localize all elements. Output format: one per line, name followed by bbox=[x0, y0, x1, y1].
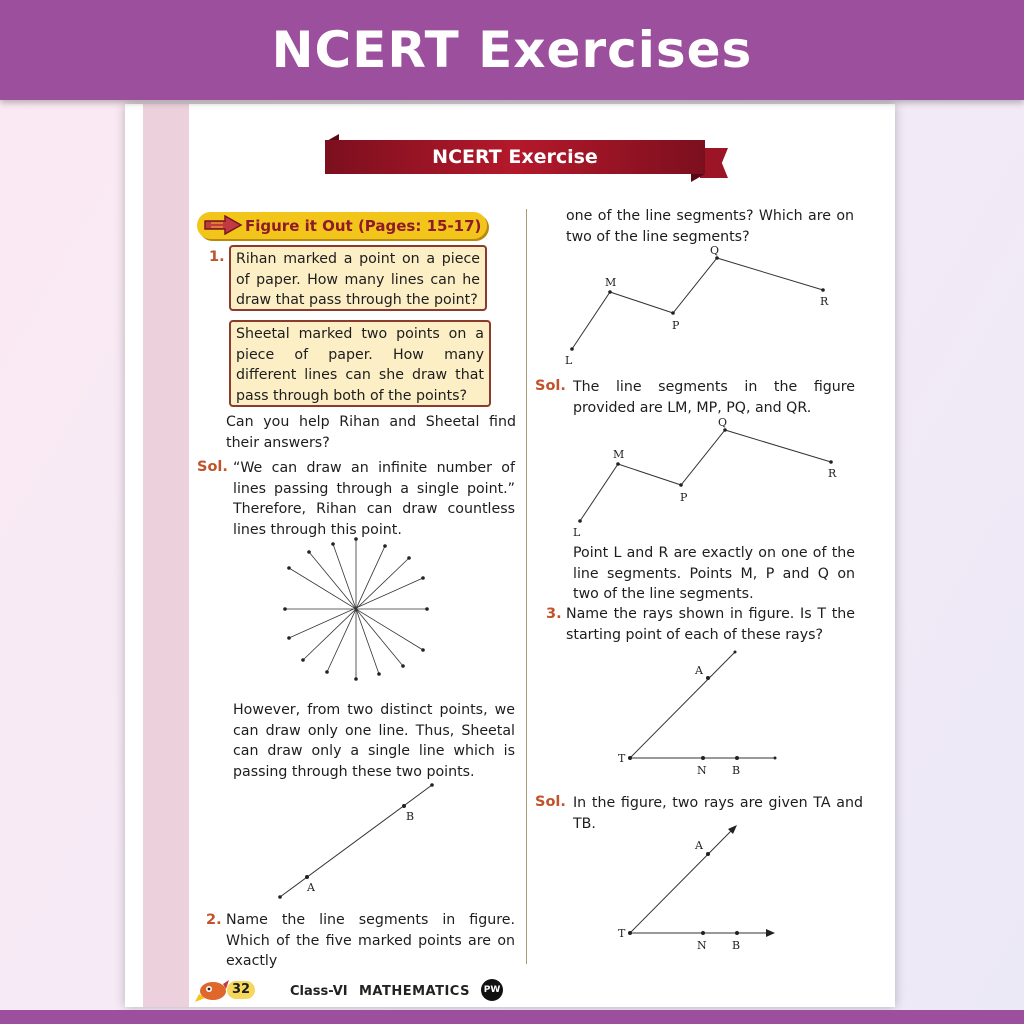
question-1b-text: Sheetal marked two points on a piece of paper. How many different lines can she draw that pass through both of the points? bbox=[236, 326, 484, 404]
label-a-rays-2: A bbox=[695, 839, 703, 852]
figure-it-out-pill bbox=[197, 212, 487, 239]
label-r-2: R bbox=[828, 467, 837, 480]
page-number: 32 bbox=[227, 981, 255, 999]
solution-1a-text: “We can draw an infinite number of lines passing through a single point.” Therefore, Rihan can draw countless lines through this point. bbox=[233, 460, 515, 538]
footer-class: Class-VI bbox=[290, 984, 348, 999]
rays-figure-solution bbox=[615, 819, 785, 954]
label-t: T bbox=[618, 752, 626, 765]
solution-1-label: Sol. bbox=[197, 459, 228, 475]
label-a: A bbox=[307, 881, 315, 894]
solution-2a-text: The line segments in the figure provided are LM, MP, PQ, and QR. bbox=[573, 379, 855, 416]
line-segments-figure bbox=[560, 244, 840, 369]
textbook-page bbox=[125, 104, 895, 1007]
footer-subject: MATHEMATICS bbox=[359, 984, 470, 999]
label-p-2: P bbox=[680, 491, 688, 504]
label-l: L bbox=[565, 354, 573, 367]
solution-2-label: Sol. bbox=[535, 378, 566, 394]
question-1-number: 1. bbox=[209, 249, 225, 265]
line-through-two-points-figure bbox=[275, 779, 445, 909]
section-ribbon bbox=[325, 140, 705, 174]
label-b: B bbox=[406, 810, 415, 823]
point-b bbox=[402, 804, 406, 808]
label-n: N bbox=[697, 764, 707, 777]
question-3-number: 3. bbox=[546, 606, 562, 622]
question-2-number: 2. bbox=[206, 912, 222, 928]
question-1b-box bbox=[229, 320, 491, 407]
rocket-mascot-icon bbox=[195, 976, 229, 1004]
label-a-rays: A bbox=[695, 664, 703, 677]
point-a bbox=[305, 875, 309, 879]
ray-tb-arrowhead bbox=[766, 929, 775, 937]
label-q: Q bbox=[710, 244, 720, 257]
line-segments-figure-solution bbox=[568, 416, 848, 541]
banner-title: NCERT Exercises bbox=[271, 21, 753, 79]
rays-figure bbox=[615, 644, 785, 779]
arrow-right-icon bbox=[203, 215, 243, 235]
question-1-prompt: Can you help Rihan and Sheetal find their answers? bbox=[226, 414, 516, 451]
page-footer bbox=[185, 976, 885, 1006]
label-m: M bbox=[605, 276, 617, 289]
bottom-bar bbox=[0, 1010, 1024, 1024]
label-r: R bbox=[820, 295, 829, 308]
page-margin-strip bbox=[143, 104, 189, 1007]
question-1a-box bbox=[229, 245, 487, 311]
label-q-2: Q bbox=[718, 416, 728, 429]
lines-through-point-figure bbox=[275, 534, 435, 684]
solution-2b-text: Point L and R are exactly on one of the line segments. Points M, P and Q on two of the line segments. bbox=[573, 545, 855, 602]
solution-1b-text: However, from two distinct points, we can draw only one line. Thus, Sheetal can draw only a single line which is passing through these two points. bbox=[233, 702, 515, 780]
solution-3-label: Sol. bbox=[535, 794, 566, 810]
question-2-text-left: Name the line segments in figure. Which of the five marked points are on exactly bbox=[226, 912, 515, 969]
label-t-2: T bbox=[618, 927, 626, 940]
question-2-text-right: one of the line segments? Which are on two of the line segments? bbox=[566, 208, 854, 245]
question-3-text: Name the rays shown in figure. Is T the starting point of each of these rays? bbox=[566, 606, 855, 643]
top-banner bbox=[0, 0, 1024, 100]
figure-it-out-label: Figure it Out (Pages: 15-17) bbox=[245, 216, 482, 235]
label-n-2: N bbox=[697, 939, 707, 952]
label-b-rays-2: B bbox=[732, 939, 741, 952]
solution-3-text: In the figure, two rays are given TA and TB. bbox=[573, 795, 863, 832]
pw-logo-icon: PW bbox=[481, 979, 503, 1001]
label-p: P bbox=[672, 319, 680, 332]
label-l-2: L bbox=[573, 526, 581, 539]
ribbon-fold-right bbox=[691, 174, 705, 182]
label-b-rays: B bbox=[732, 764, 741, 777]
label-m-2: M bbox=[613, 448, 625, 461]
section-title: NCERT Exercise bbox=[432, 146, 598, 168]
column-divider bbox=[526, 209, 527, 964]
question-1a-text: Rihan marked a point on a piece of paper. How many lines can he draw that pass through the point? bbox=[236, 251, 480, 308]
